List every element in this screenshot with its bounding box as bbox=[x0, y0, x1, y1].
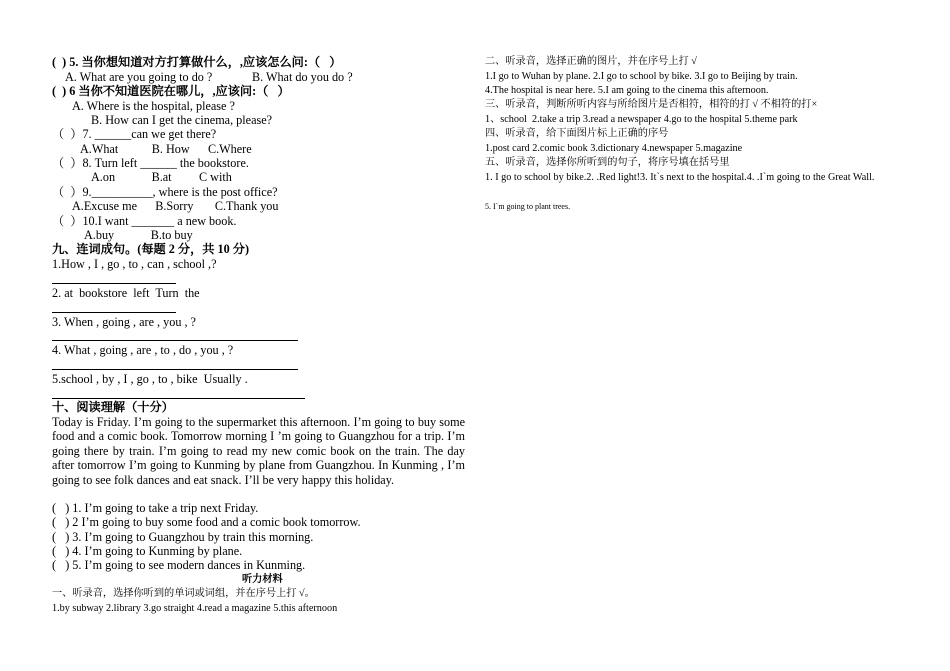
question-7: （ ）7. ______can we get there? bbox=[52, 127, 217, 141]
listening-part-2-title: 二、听录音，选择正确的图片，并在序号上打 √ bbox=[485, 56, 697, 67]
question-5-options: A. What are you going to do ? B. What do you do ? bbox=[65, 70, 353, 84]
answer-line-2 bbox=[52, 312, 176, 313]
listening-part-2-text-2: 4.The hospital is near here. 5.I am going to the cinema this afternoon. bbox=[485, 85, 769, 96]
listening-part-5-title: 五、听录音，选择你所听到的句子，将序号填在括号里 bbox=[485, 157, 730, 168]
question-6-option-a: A. Where is the hospital, please ? bbox=[72, 99, 235, 113]
question-9: （ ）9.__________, where is the post office? bbox=[52, 185, 278, 199]
listening-part-1-title: 一、听录音，选择你听到的单词或词组，并在序号上打 √。 bbox=[52, 588, 315, 599]
reorder-item-4: 4. What , going , are , to , do , you , ? bbox=[52, 343, 234, 357]
section-9-title: 九、连词成句。(每题 2 分，共 10 分) bbox=[52, 242, 250, 256]
answer-line-5 bbox=[52, 398, 305, 399]
question-7-options: A.What B. How C.Where bbox=[80, 142, 252, 156]
question-8: （ ）8. Turn left ______ the bookstore. bbox=[52, 156, 249, 170]
reorder-item-3: 3. When , going , are , you , ? bbox=[52, 315, 196, 329]
question-6: ( ) 6 当你不知道医院在哪儿，,应该问:（ ） bbox=[52, 84, 290, 98]
reorder-item-2: 2. at bookstore left Turn the bbox=[52, 286, 200, 300]
reading-passage: Today is Friday. I’m going to the supermarket this afternoon. I’m going to buy some food and a comic book. Tomorrow morning I ’m going to Guangzhou for a trip. I’m going there by train. I’m going to read my new comic book on the train. The day after tomorrow I’m going to Kunming by plane from Guangzhou. In Kunming , I’m going to see folk dances and eat snack. I’ll be very happy this holiday. bbox=[52, 415, 465, 487]
listening-part-2-text-1: 1.I go to Wuhan by plane. 2.I go to school by bike. 3.I go to Beijing by train. bbox=[485, 71, 798, 82]
listening-part-4-text: 1.post card 2.comic book 3.dictionary 4.newspaper 5.magazine bbox=[485, 143, 743, 154]
answer-line-1 bbox=[52, 283, 176, 284]
listening-part-5-text: 1. I go to school by bike.2. .Red light!3. It`s next to the hospital.4. .I`m going to the Great Wall. bbox=[485, 172, 875, 183]
reorder-item-5: 5.school , by , I , go , to , bike Usually . bbox=[52, 372, 248, 386]
question-10-options: A.buy B.to buy bbox=[84, 228, 193, 242]
answer-line-4 bbox=[52, 369, 298, 370]
listening-part-1-text: 1.by subway 2.library 3.go straight 4.read a magazine 5.this afternoon bbox=[52, 603, 338, 614]
judge-item-2: ( ) 2 I’m going to buy some food and a comic book tomorrow. bbox=[52, 515, 361, 529]
question-9-options: A.Excuse me B.Sorry C.Thank you bbox=[72, 199, 279, 213]
judge-item-1: ( ) 1. I’m going to take a trip next Friday. bbox=[52, 501, 259, 515]
question-6-option-b: B. How can I get the cinema, please? bbox=[91, 113, 273, 127]
question-8-options: A.on B.at C with bbox=[91, 170, 232, 184]
answer-line-3 bbox=[52, 340, 298, 341]
judge-item-3: ( ) 3. I’m going to Guangzhou by train this morning. bbox=[52, 530, 314, 544]
listening-part-4-title: 四、听录音，给下面图片标上正确的序号 bbox=[485, 128, 669, 139]
judge-item-4: ( ) 4. I’m going to Kunming by plane. bbox=[52, 544, 243, 558]
section-10-title: 十、阅读理解（十分） bbox=[52, 400, 174, 414]
judge-item-5: ( ) 5. I’m going to see modern dances in Kunming. bbox=[52, 558, 306, 572]
listening-materials-title: 听力材料 bbox=[242, 574, 283, 585]
listening-part-3-title: 三、听录音，判断所听内容与所给图片是否相符，相符的打 √ 不相符的打× bbox=[485, 99, 818, 110]
listening-part-3-text: 1、school 2.take a trip 3.read a newspaper 4.go to the hospital 5.theme park bbox=[485, 114, 798, 125]
listening-part-5-line-5: 5. I`m going to plant trees. bbox=[485, 202, 571, 211]
reorder-item-1: 1.How , I , go , to , can , school ,? bbox=[52, 257, 217, 271]
question-5: ( ) 5. 当你想知道对方打算做什么，,应该怎么问:（ ） bbox=[52, 55, 342, 69]
question-10: （ ）10.I want _______ a new book. bbox=[52, 214, 237, 228]
